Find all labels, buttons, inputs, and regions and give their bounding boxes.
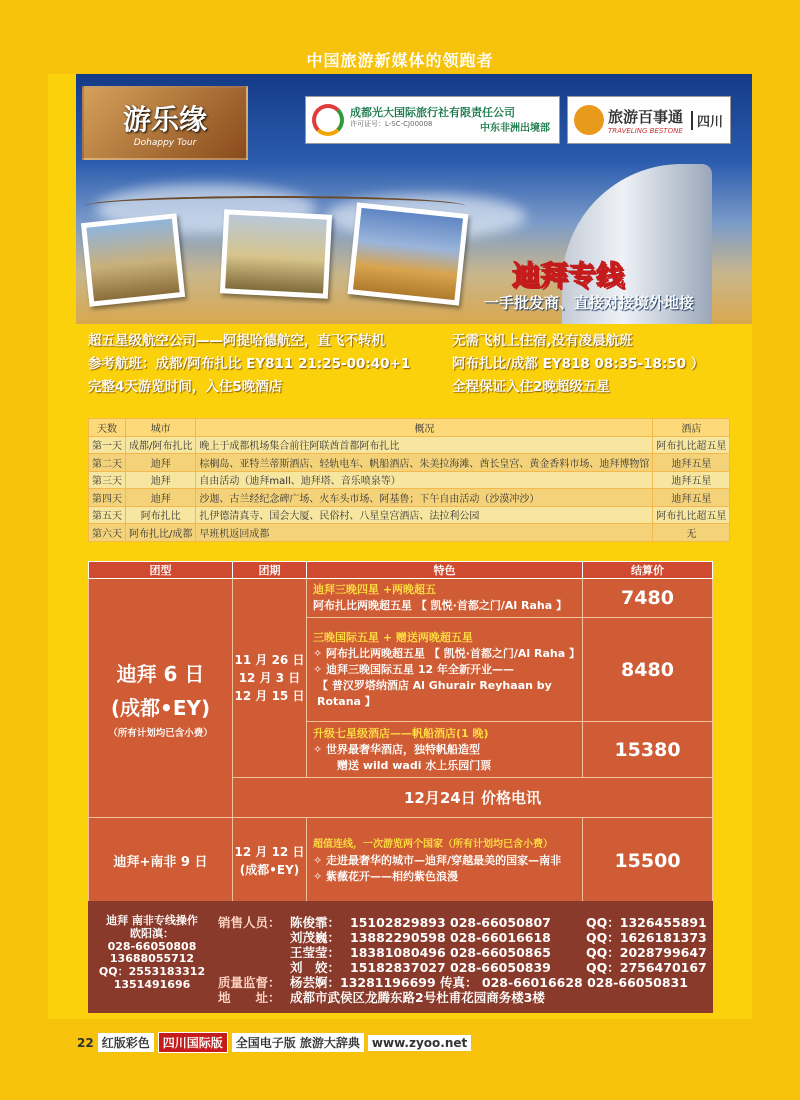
- photo-ruins: [81, 213, 185, 307]
- tour-date: 12 月 12 日: [234, 844, 305, 859]
- sales-name: 王莹莹：: [290, 945, 341, 960]
- feature-line: ✧ 迪拜三晚国际五星 12 年全新开业——: [313, 662, 515, 676]
- itinerary-cell: 沙迦、古兰经纪念碑广场、火车头市场、阿基鲁；下午自由活动（沙漠冲沙）: [196, 489, 653, 507]
- sales-name: 刘茂巍：: [290, 930, 341, 945]
- itinerary-row: [89, 524, 730, 542]
- operator-line: QQ：2553183312: [98, 965, 206, 979]
- group-dates: [233, 818, 307, 904]
- intro-line: 无需飞机上住宿,没有凌晨航班: [452, 333, 633, 349]
- itinerary-cell: 阿布扎比超五星: [653, 506, 730, 524]
- contact-panel: [88, 901, 713, 1013]
- price-value: 15500: [614, 849, 681, 872]
- group-dubai-southafrica-9d: [89, 818, 233, 904]
- sales-name: 刘 姣：: [290, 960, 341, 975]
- operator-line: 028-66050808: [107, 939, 197, 953]
- sales-qq: QQ：1326455891: [586, 915, 707, 930]
- itinerary-cell: 第一天: [89, 436, 126, 454]
- agency-license: 许可证号：L-SC-CJ00008: [350, 120, 433, 128]
- footer: [77, 1032, 471, 1053]
- itinerary-header: 酒店: [653, 419, 730, 437]
- sales-mobile: 13882290598: [350, 930, 446, 945]
- itinerary-cell: 迪拜五星: [653, 471, 730, 489]
- pricing-header: 团型: [89, 562, 233, 579]
- itinerary-cell: 扎伊德清真寺、国会大厦、民俗村、八星皇宫酒店、法拉利公园: [196, 506, 653, 524]
- intro-block: [88, 330, 738, 399]
- itinerary-row: [89, 436, 730, 454]
- group-name: 迪拜 6 日: [116, 662, 205, 686]
- photo-elephant: [220, 209, 332, 299]
- sales-qq: QQ：2756470167: [586, 960, 707, 975]
- operator-line: 欧阳滇：: [130, 926, 174, 940]
- intro-line: 阿布扎比/成都 EY818 08:35-18:50 ）: [452, 356, 705, 372]
- itinerary-cell: 迪拜五星: [653, 454, 730, 472]
- feature-heading: 三晚国际五星 + 赠送两晚超五星: [313, 630, 473, 644]
- qc-contact: 杨芸婀：13281196699 传真： 028-66016628 028-66050831: [290, 975, 688, 990]
- section-tag: 四川国际版: [158, 1032, 228, 1053]
- feature-line: ✧ 阿布扎比两晚超五星 【 凯悦·首都之门/Al Raha 】: [313, 646, 580, 660]
- operator-line: 13688055712: [109, 952, 195, 966]
- group-dates: [233, 579, 307, 778]
- price-cell: [583, 618, 713, 722]
- page-number: 22: [77, 1035, 94, 1050]
- edition-name: 全国电子版 旅游大辞典: [232, 1033, 364, 1052]
- operator-contact: [88, 901, 216, 1013]
- address: 成都市武侯区龙腾东路2号杜甫花园商务楼3楼: [290, 990, 545, 1005]
- sales-tel: 028-66050839: [450, 960, 551, 975]
- feature-heading: 迪拜三晚四星 +两晚超五: [313, 583, 437, 596]
- intro-line: 完整4天游览时间，入住5晚酒店: [88, 379, 283, 395]
- agency-emblem-icon: [312, 104, 344, 136]
- qc-label: 质量监督：: [218, 975, 281, 990]
- feature-line: 【 普汉罗塔纳酒店 Al Ghurair Reyhaan by Rotana 】: [317, 678, 552, 708]
- feature-line: 阿布扎比两晚超五星 【 凯悦·首都之门/Al Raha 】: [313, 599, 567, 612]
- feature-option: [307, 818, 583, 904]
- partner-emblem-icon: [574, 105, 604, 135]
- itinerary-header: 天数: [89, 419, 126, 437]
- itinerary-cell: 迪拜五星: [653, 489, 730, 507]
- operator-line: 1351491696: [113, 977, 191, 991]
- itinerary-table: [88, 418, 730, 542]
- intro-line: 超五星级航空公司——阿提哈德航空，直飞不转机: [88, 333, 385, 349]
- itinerary-header: 概况: [196, 419, 653, 437]
- tour-date: 12 月 15 日: [234, 689, 305, 703]
- sales-tel: 028-66050865: [450, 945, 551, 960]
- feature-line: 赠送 wild wadi 水上乐园门票: [337, 758, 492, 772]
- price-cell: [583, 579, 713, 618]
- itinerary-row: [89, 471, 730, 489]
- feature-heading: 超值连线，一次游览两个国家（所有计划均已含小费）: [313, 838, 553, 850]
- price-cell: [583, 818, 713, 904]
- edition-tag: 红版彩色: [98, 1033, 154, 1052]
- price-value: 8480: [621, 658, 674, 681]
- itinerary-header: 城市: [126, 419, 196, 437]
- partner-region: 四川: [691, 111, 723, 130]
- partner-logo: [567, 96, 731, 144]
- group-route: (成都•EY): [110, 696, 211, 720]
- sales-qq: QQ：2028799647: [586, 945, 707, 960]
- sales-mobile: 18381080496: [350, 945, 446, 960]
- intro-line: 全程保证入住2晚超级五星: [452, 379, 610, 395]
- sales-mobile: 15102829893: [350, 915, 446, 930]
- agency-logo: [305, 96, 560, 144]
- feature-line: ✧ 紫薇花开——相约紫色浪漫: [313, 869, 459, 883]
- sales-tel: 028-66016618: [450, 930, 551, 945]
- sales-name: 陈俊霏：: [290, 915, 341, 930]
- sales-tel: 028-66050807: [450, 915, 551, 930]
- sales-qq: QQ：1626181373: [586, 930, 707, 945]
- itinerary-cell: 第四天: [89, 489, 126, 507]
- price-value: 7480: [621, 587, 674, 609]
- itinerary-cell: 阿布扎比: [126, 506, 196, 524]
- sales-mobile: 15182837027: [350, 960, 446, 975]
- itinerary-cell: 早班机返回成都: [196, 524, 653, 542]
- itinerary-cell: 第五天: [89, 506, 126, 524]
- agency-name: 成都光大国际旅行社有限责任公司: [350, 106, 515, 119]
- pricing-table: [88, 561, 713, 904]
- operator-line: 迪拜 南非专线操作: [106, 914, 198, 927]
- brand-logo-text: 游乐缘: [122, 103, 207, 136]
- itinerary-cell: 迪拜: [126, 471, 196, 489]
- partner-en: TRAVELING BESTONE: [608, 126, 683, 135]
- sales-label: 销售人员：: [218, 915, 281, 930]
- website-link[interactable]: www.zyoo.net: [368, 1035, 471, 1051]
- brand-logo-sub: Dohappy Tour: [133, 138, 197, 148]
- sales-contacts: [218, 915, 713, 1005]
- feature-line: ✧ 世界最奢华酒店，独特帆船造型: [313, 742, 481, 756]
- address-label: 地 址：: [218, 990, 281, 1005]
- itinerary-cell: 第六天: [89, 524, 126, 542]
- itinerary-cell: 第二天: [89, 454, 126, 472]
- agency-dept: 中东非洲出境部: [480, 123, 550, 134]
- hero-title: 迪拜专线: [512, 259, 625, 292]
- intro-line: 参考航班：成都/阿布扎比 EY811 21:25-00:40+1: [88, 356, 411, 372]
- masthead: 中国旅游新媒体的领跑者: [306, 51, 494, 70]
- itinerary-cell: 迪拜: [126, 489, 196, 507]
- tour-date: (成都•EY): [239, 862, 300, 877]
- itinerary-row: [89, 506, 730, 524]
- itinerary-cell: 迪拜: [126, 454, 196, 472]
- feature-option: [307, 722, 583, 778]
- price-call-note: 12月24日 价格电讯: [233, 778, 713, 818]
- itinerary-cell: 成都/阿布扎比: [126, 436, 196, 454]
- hero-subtitle: 一手批发商、直接对接境外地接: [484, 294, 695, 312]
- partner-name: 旅游百事通: [608, 107, 684, 126]
- price-value: 15380: [614, 738, 681, 761]
- feature-option: [307, 618, 583, 722]
- feature-option: [307, 579, 583, 618]
- feature-heading: 升级七星级酒店——帆船酒店(1 晚): [313, 726, 489, 740]
- brand-logo: [82, 86, 248, 160]
- tour-date: 11 月 26 日: [234, 653, 305, 667]
- group-note: （所有计划均已含小费）: [108, 728, 213, 739]
- pricing-header: 团期: [233, 562, 307, 579]
- itinerary-cell: 阿布扎比/成都: [126, 524, 196, 542]
- price-cell: [583, 722, 713, 778]
- itinerary-cell: 晚上于成都机场集合前往阿联酋首都阿布扎比: [196, 436, 653, 454]
- itinerary-row: [89, 454, 730, 472]
- itinerary-cell: 自由活动（迪拜mall、迪拜塔、音乐喷泉等）: [196, 471, 653, 489]
- group-dubai-6d: [89, 579, 233, 818]
- itinerary-cell: 棕榈岛、亚特兰蒂斯酒店、轻轨电车、帆船酒店、朱美拉海滩、酋长皇宫、黄金香料市场、迪拜博物馆: [196, 454, 653, 472]
- pricing-header: 结算价: [583, 562, 713, 579]
- group-name: 迪拜+南非 9 日: [113, 855, 208, 870]
- itinerary-cell: 无: [653, 524, 730, 542]
- itinerary-cell: 阿布扎比超五星: [653, 436, 730, 454]
- photo-pyramids: [347, 202, 468, 305]
- feature-line: ✧ 走进最奢华的城市—迪拜/穿越最美的国家—南非: [313, 853, 562, 867]
- itinerary-row: [89, 489, 730, 507]
- pricing-header: 特色: [307, 562, 583, 579]
- itinerary-cell: 第三天: [89, 471, 126, 489]
- tour-date: 12 月 3 日: [238, 671, 301, 685]
